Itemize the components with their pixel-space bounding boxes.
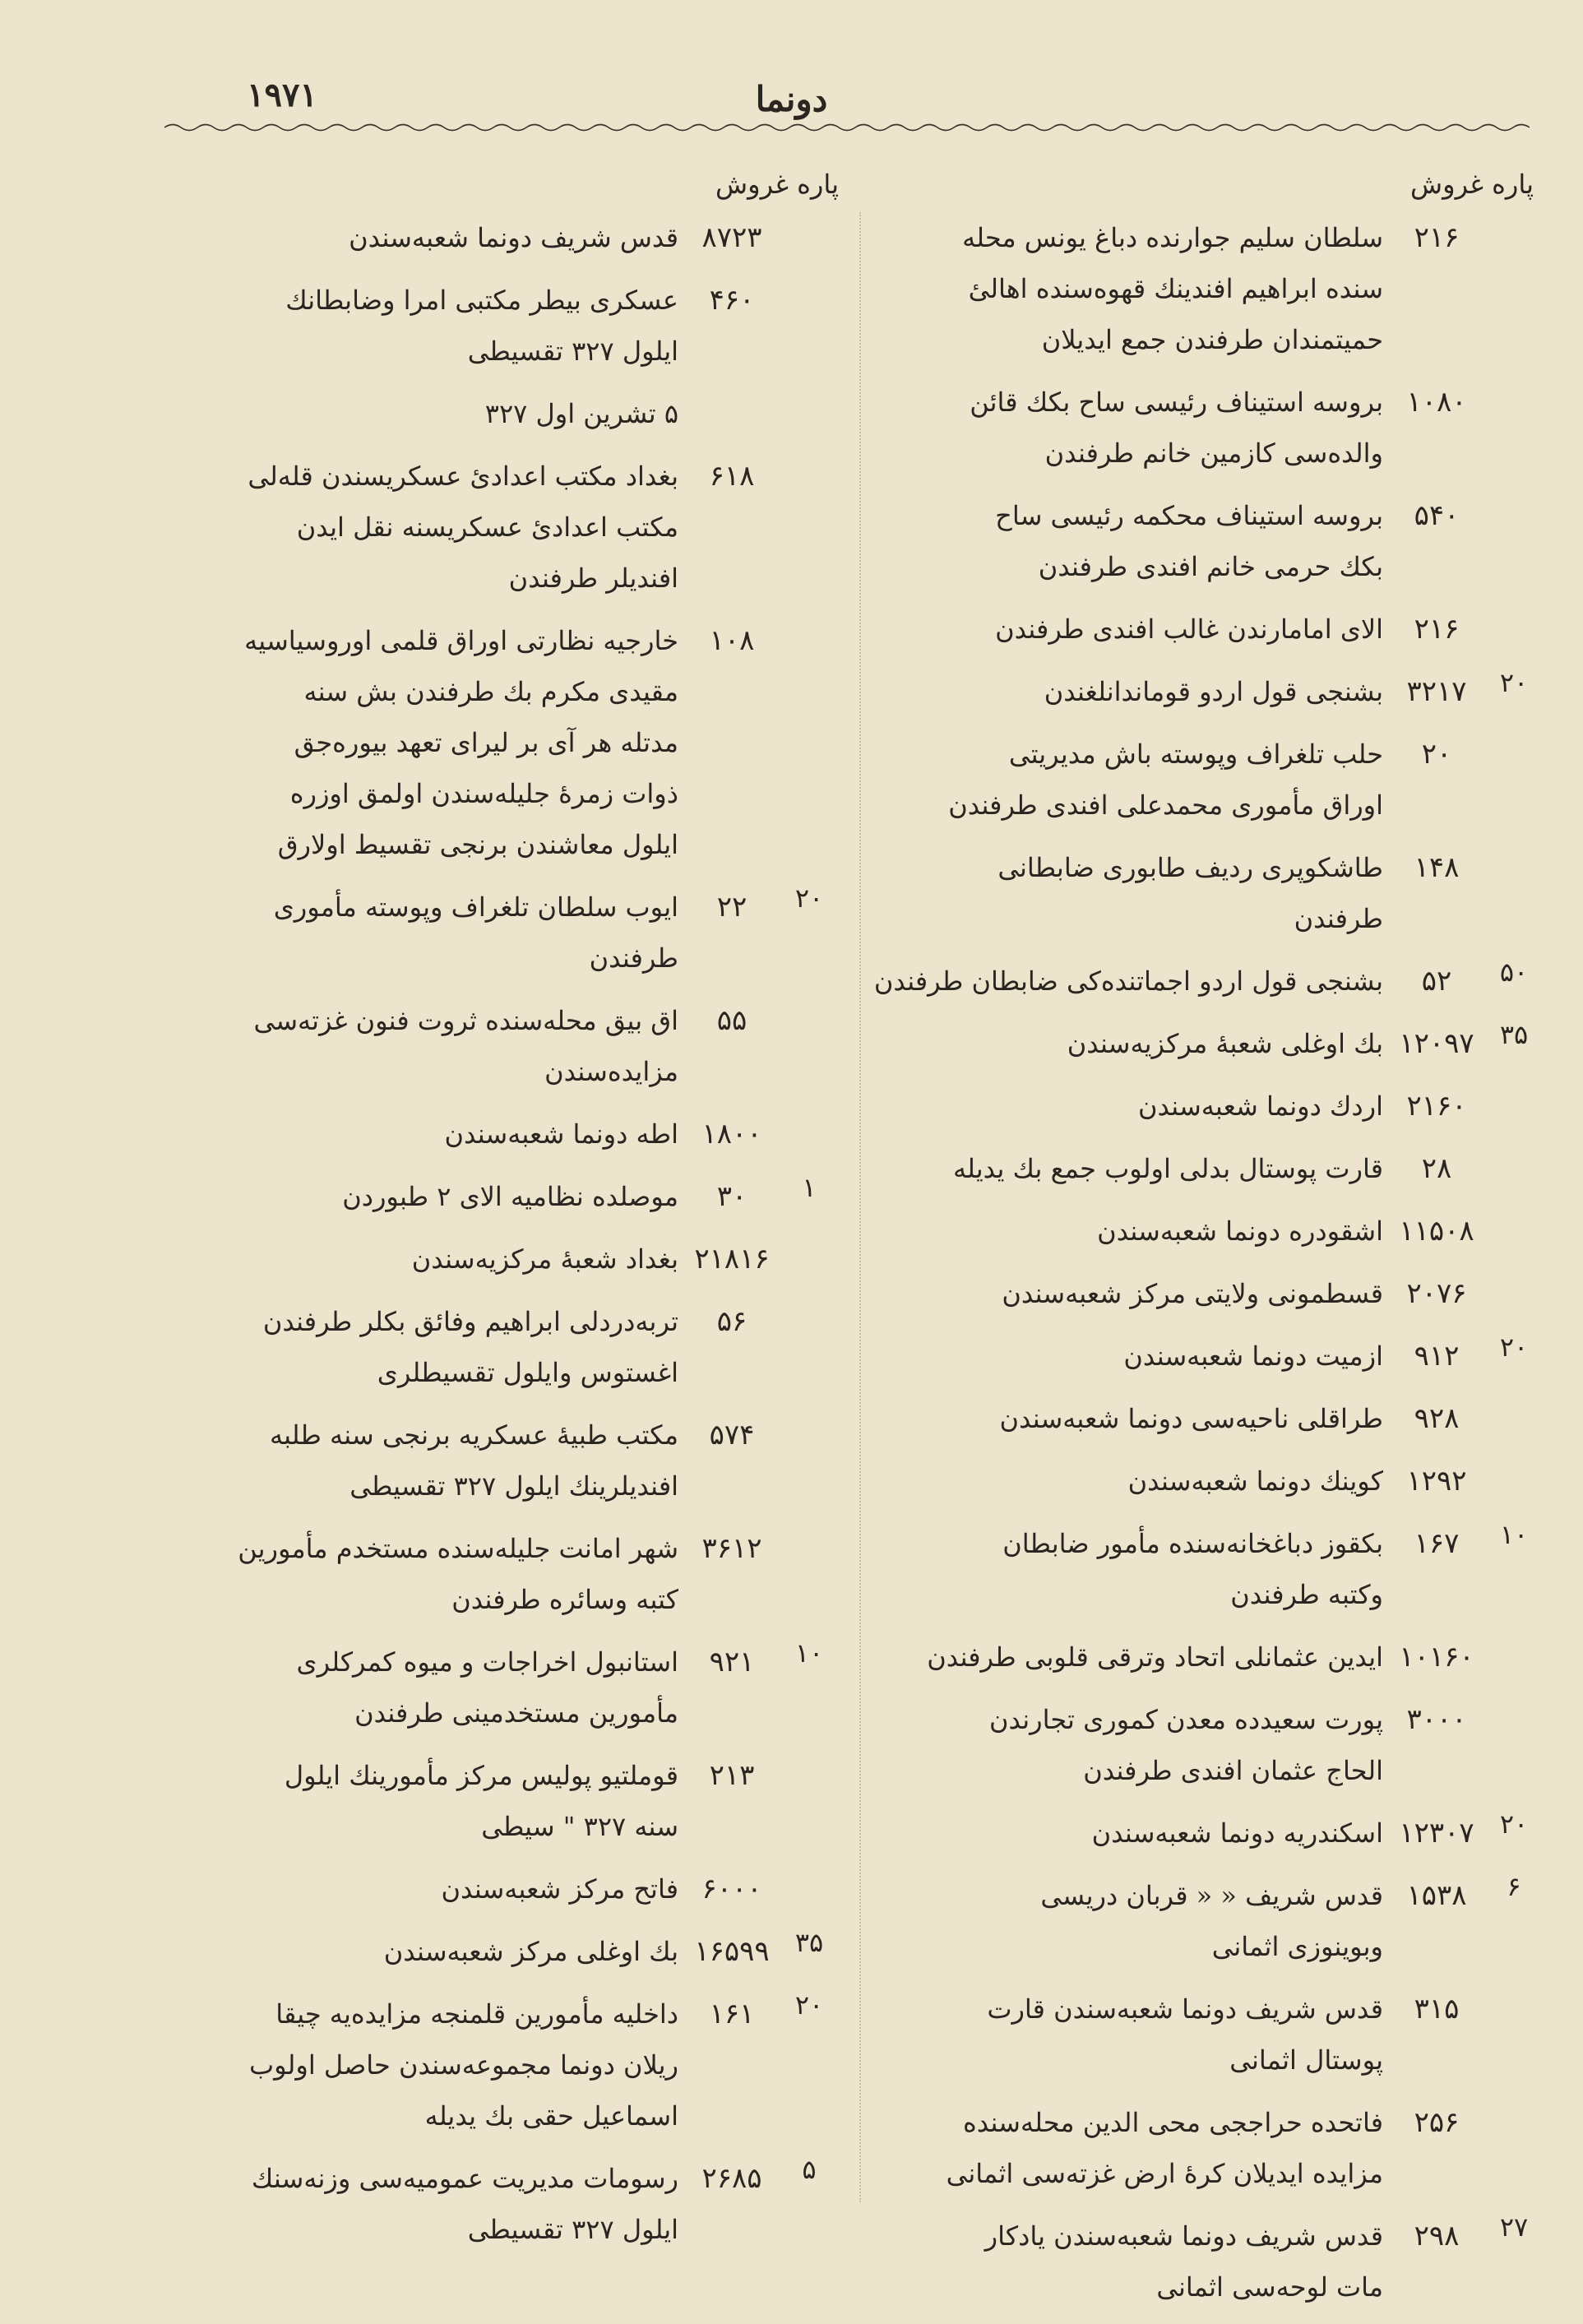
description-line: اوراق مأموری محمدعلی افندی طرفندن <box>948 789 1383 821</box>
ledger-entry <box>150 882 833 984</box>
entry-amount: ۲۱۸۱۶ <box>694 1243 770 1275</box>
description-line: اسكندریه دونما شعبه‌سندن <box>1091 1817 1383 1849</box>
entry-amount: ۳۶۱۲ <box>701 1532 762 1565</box>
description-line: الحاج عثمان افندی طرفندن <box>1083 1755 1383 1786</box>
entry-description <box>843 1081 1383 1132</box>
description-line: ایوب سلطان تلغراف وپوسته مأموری <box>273 891 678 923</box>
entry-para: ۳۵ <box>1499 1019 1529 1050</box>
entry-description <box>843 212 1383 365</box>
ledger-entry <box>843 956 1538 1007</box>
description-line: پورت سعیدده معدن كموری تجارندن <box>988 1704 1383 1735</box>
description-line: فاتح مركز شعبه‌سندن <box>441 1873 678 1905</box>
entry-amount: ۳۲۱۷ <box>1406 675 1467 708</box>
entry-para: ۲۰ <box>1499 1808 1529 1840</box>
entry-description <box>843 1268 1383 1319</box>
description-line: افندیلر طرفندن <box>508 562 678 594</box>
description-line: وبوینوزی اثمانی <box>1211 1931 1383 1962</box>
description-line: الای امامارندن غالب افندی طرفندن <box>995 613 1383 645</box>
ledger-entry <box>843 1331 1538 1382</box>
entry-description <box>843 1018 1383 1069</box>
entry-description <box>843 956 1383 1007</box>
entry-amount: ۳۱۵ <box>1414 1993 1460 2025</box>
description-line: اق بیق محله‌سنده ثروت فنون غزته‌سی <box>253 1005 678 1036</box>
ledger-entry <box>843 212 1538 365</box>
ledger-entry <box>843 1143 1538 1194</box>
description-line: طرفندن <box>589 942 678 974</box>
ledger-entry <box>843 1694 1538 1796</box>
description-line: طاشكوپری ردیف طابوری ضابطانی <box>997 852 1383 883</box>
description-line: ایدین عثمانلی اتحاد وترقی قلوبی طرفندن <box>927 1641 1383 1673</box>
entry-amount: ۲۲ <box>716 891 748 924</box>
description-line: حلب تلغراف وپوسته باش مدیریتی <box>1008 738 1383 770</box>
description-line: اردك دونما شعبه‌سندن <box>1138 1090 1383 1122</box>
description-line: اشقودره دونما شعبه‌سندن <box>1097 1215 1383 1247</box>
entry-description <box>843 1393 1383 1444</box>
description-line: قسطمونی ولایتی مركز شعبه‌سندن <box>1002 1278 1383 1309</box>
description-line: كوینك دونما شعبه‌سندن <box>1127 1465 1383 1497</box>
entry-amount: ۳۰۰۰ <box>1406 1703 1467 1736</box>
description-line: موصلده نظامیه الای ۲ طبوردن <box>342 1181 678 1212</box>
entry-amount: ۹۲۱ <box>709 1646 755 1678</box>
entry-description <box>843 729 1383 831</box>
entry-description <box>150 1234 678 1285</box>
entry-description <box>150 1109 678 1160</box>
entry-description <box>150 995 678 1097</box>
entry-amount: ۶۱۸ <box>709 460 755 493</box>
entry-description <box>843 1694 1383 1796</box>
entry-amount: ۱۶۱ <box>709 1998 755 2030</box>
entry-description <box>843 377 1383 479</box>
entry-amount: ۲۶۸۵ <box>701 2162 762 2195</box>
entry-description <box>843 1206 1383 1257</box>
entry-description <box>150 1750 678 1852</box>
description-line: بغداد مكتب اعدادیٔ عسكریسندن قله‌لی <box>248 461 678 492</box>
description-line: مأمورین مستخدمینی طرفندن <box>354 1697 678 1729</box>
ledger-entry <box>150 2153 833 2255</box>
ledger-entry <box>843 1081 1538 1132</box>
description-line: ایلول معاشندن برنجی تقسیط اولارق <box>277 829 678 860</box>
ledger-entry <box>150 995 833 1097</box>
header-rule <box>164 122 1530 133</box>
entry-amount: ۵۴۰ <box>1414 499 1460 532</box>
description-line: بروسه استیناف رئیسی ساح بكك قائن <box>970 387 1383 418</box>
ledger-entry <box>843 729 1538 831</box>
right-column <box>843 212 1538 2324</box>
ledger-entry <box>150 1109 833 1160</box>
ledger-entry <box>150 1234 833 1285</box>
entry-para: ۳۵ <box>794 1927 824 1958</box>
entry-amount: ۱۴۸ <box>1414 851 1460 884</box>
description-line: مزایده‌سندن <box>544 1056 678 1087</box>
ledger-entry <box>843 666 1538 717</box>
entry-para: ۲۰ <box>794 882 824 914</box>
ledger-entry <box>843 377 1538 479</box>
entry-para: ۲۰ <box>794 1989 824 2021</box>
description-line: ازمیت دونما شعبه‌سندن <box>1123 1340 1383 1372</box>
ledger-entry <box>843 2211 1538 2312</box>
entry-para: ۱۰ <box>794 1637 824 1669</box>
entry-description <box>150 2153 678 2255</box>
entry-para: ۲۰ <box>1499 1331 1529 1363</box>
ledger-entry <box>150 1410 833 1512</box>
description-line: ذوات زمرهٔ جلیله‌سندن اولمق اوزره <box>289 778 678 809</box>
entry-amount: ۲۱۶۰ <box>1406 1090 1467 1123</box>
entry-amount: ۱۲۳۰۷ <box>1399 1817 1474 1849</box>
entry-amount: ۲۹۸ <box>1414 2220 1460 2252</box>
entry-amount: ۵۵ <box>716 1004 748 1037</box>
description-line: مات لوحه‌سی اثمانی <box>1156 2271 1383 2303</box>
entry-para: ۱ <box>802 1172 817 1203</box>
ledger-entry <box>843 1456 1538 1507</box>
entry-description <box>150 212 678 263</box>
entry-amount: ۶۰۰۰ <box>701 1873 762 1905</box>
description-line: قدس شریف دونما شعبه‌سندن یادكار <box>984 2220 1383 2252</box>
ledger-entry <box>843 2097 1538 2199</box>
left-column-heading: پاره غروش <box>715 169 839 200</box>
description-line: سنه ۳۲۷ " سیطی <box>481 1811 678 1842</box>
ledger-entry <box>843 1632 1538 1683</box>
entry-amount: ۲۱۶ <box>1414 613 1460 646</box>
entry-para: ۶ <box>1507 1871 1521 1902</box>
ledger-entry <box>150 212 833 263</box>
entry-description <box>150 1410 678 1512</box>
entry-para: ۵ <box>802 2154 817 2185</box>
ledger-entry <box>843 1018 1538 1069</box>
entry-description <box>843 490 1383 592</box>
entry-para: ۲۰ <box>1499 667 1529 698</box>
entry-description <box>843 842 1383 944</box>
entry-amount: ۵۷۴ <box>709 1419 755 1451</box>
entry-description <box>150 1171 678 1222</box>
entry-description <box>150 388 678 439</box>
ledger-entry <box>843 1206 1538 1257</box>
description-line: والده‌سی كازمین خانم طرفندن <box>1044 437 1383 469</box>
ledger-entry <box>843 842 1538 944</box>
description-line: قارت پوستال بدلی اولوب جمع بك یدیله <box>953 1153 1383 1184</box>
ledger-entry <box>150 1523 833 1625</box>
description-line: بك اوغلی شعبهٔ مركزیه‌سندن <box>1067 1028 1383 1059</box>
entry-description <box>843 1808 1383 1859</box>
entry-description <box>843 604 1383 655</box>
description-line: پوستال اثمانی <box>1229 2044 1383 2076</box>
entry-para: ۱۰ <box>1499 1519 1529 1550</box>
entry-description <box>150 1637 678 1738</box>
entry-description <box>843 1331 1383 1382</box>
entry-amount: ۱۲۰۹۷ <box>1399 1027 1474 1060</box>
entry-amount: ۲۱۶ <box>1414 221 1460 254</box>
description-line: ۵ تشرین اول ۳۲۷ <box>484 398 678 429</box>
description-line: مدتله هر آی بر لیرای تعهد بیوره‌جق <box>294 727 678 758</box>
description-line: بروسه استیناف محكمه رئیسی ساح <box>995 500 1383 531</box>
ledger-entry <box>843 604 1538 655</box>
entry-amount: ۲۸ <box>1421 1152 1452 1185</box>
description-line: ریلان دونما مجموعه‌سندن حاصل اولوب <box>248 2049 678 2081</box>
ledger-entry <box>150 615 833 870</box>
ledger-entry <box>150 1171 833 1222</box>
ledger-entry <box>150 1926 833 1977</box>
entry-amount: ۱۰۸ <box>709 624 755 657</box>
description-line: بكك حرمی خانم افندی طرفندن <box>1038 551 1383 582</box>
entry-amount: ۱۰۱۶۰ <box>1399 1641 1474 1674</box>
entry-description <box>843 1632 1383 1683</box>
description-line: طرفندن <box>1294 903 1383 934</box>
description-line: قدس شریف دونما شعبه‌سندن <box>349 222 678 253</box>
description-line: بشنجی قول اردو اجماتنده‌كی ضابطان طرفندن <box>873 965 1383 997</box>
entry-description <box>843 1143 1383 1194</box>
ledger-entry <box>843 1870 1538 1972</box>
ledger-entry <box>150 451 833 604</box>
entry-amount: ۲۰۷۶ <box>1406 1277 1467 1310</box>
entry-description <box>843 2211 1383 2312</box>
description-line: بكقوز دباغخانه‌سنده مأمور ضابطان <box>1002 1528 1383 1559</box>
entry-description <box>150 1296 678 1398</box>
ledger-entry <box>150 1750 833 1852</box>
description-line: قدس شریف دونما شعبه‌سندن قارت <box>987 1993 1383 2025</box>
entry-description <box>150 1988 678 2141</box>
entry-description <box>150 451 678 604</box>
description-line: ایلول ۳۲۷ تقسیطی <box>467 2214 678 2245</box>
description-line: بك اوغلی مركز شعبه‌سندن <box>383 1936 678 1967</box>
entry-amount: ۱۲۹۲ <box>1406 1465 1467 1498</box>
ledger-entry <box>150 388 833 439</box>
entry-description <box>150 275 678 377</box>
entry-para: ۲۷ <box>1499 2211 1529 2243</box>
description-line: رسومات مدیریت عمومیه‌سی وزنه‌سنك <box>251 2163 678 2194</box>
entry-description <box>843 1870 1383 1972</box>
page-title: دونما <box>755 79 828 119</box>
entry-amount: ۱۵۳۸ <box>1406 1879 1467 1912</box>
description-line: قوملتیو پولیس مركز مأمورینك ایلول <box>284 1760 678 1791</box>
description-line: خارجیه نظارتی اوراق قلمی اوروسیاسیه <box>244 625 678 656</box>
entry-amount: ۴۶۰ <box>709 284 755 317</box>
entry-description <box>843 666 1383 717</box>
ledger-entry <box>843 1393 1538 1444</box>
entry-description <box>150 615 678 870</box>
entry-amount: ۱۱۵۰۸ <box>1399 1215 1474 1248</box>
description-line: مقیدی مكرم بك طرفندن بش سنه <box>303 676 678 707</box>
description-line: عسكری بیطر مكتبی امرا وضابطانك <box>285 285 678 316</box>
description-line: اطه دونما شعبه‌سندن <box>444 1118 678 1150</box>
ledger-entry <box>150 275 833 377</box>
left-column <box>150 212 833 2266</box>
entry-amount: ۱۶۵۹۹ <box>694 1935 770 1968</box>
entry-description <box>150 882 678 984</box>
entry-amount: ۵۲ <box>1421 965 1452 998</box>
ledger-entry <box>150 1637 833 1738</box>
description-line: قدس شریف « « قربان دریسی <box>1040 1880 1383 1911</box>
ledger-entry <box>843 1984 1538 2086</box>
description-line: مزایده ایدیلان كرهٔ ارض غزته‌سی اثمانی <box>946 2158 1383 2189</box>
entry-description <box>150 1863 678 1914</box>
description-line: حمیتمندان طرفندن جمع ایدیلان <box>1041 324 1383 355</box>
description-line: فاتحده حراججی محی الدین محله‌سنده <box>962 2107 1383 2138</box>
description-line: ایلول ۳۲۷ تقسیطی <box>467 336 678 367</box>
entry-amount: ۲۰ <box>1421 738 1452 771</box>
entry-amount: ۲۵۶ <box>1414 2106 1460 2139</box>
ledger-entry <box>150 1863 833 1914</box>
description-line: كتبه وسائره طرفندن <box>451 1584 678 1615</box>
description-line: طراقلی ناحیه‌سی دونما شعبه‌سندن <box>999 1403 1383 1434</box>
entry-amount: ۵۶ <box>716 1305 748 1338</box>
ledger-entry <box>843 1518 1538 1620</box>
entry-description <box>843 1984 1383 2086</box>
ledger-entry <box>843 1808 1538 1859</box>
entry-amount: ۱۶۷ <box>1414 1527 1460 1560</box>
entry-description <box>150 1926 678 1977</box>
description-line: سلطان سلیم جوارنده دباغ یونس محله‌ <box>962 222 1383 253</box>
description-line: شهر امانت جلیله‌سنده مستخدم مأمورین <box>238 1533 678 1564</box>
entry-amount: ۸۷۲۳ <box>701 221 762 254</box>
ledger-entry <box>150 1988 833 2141</box>
description-line: اسماعیل حقی بك یدیله <box>424 2100 678 2132</box>
entry-description <box>843 1456 1383 1507</box>
description-line: تربه‌دردلی ابراهیم وفائق بكلر طرفندن <box>262 1306 678 1337</box>
entry-amount: ۱۰۸۰ <box>1406 386 1467 419</box>
description-line: بشنجی قول اردو قوماندانلغندن <box>1044 676 1383 707</box>
entry-amount: ۱۸۰۰ <box>701 1118 762 1150</box>
description-line: بغداد شعبهٔ مركزیه‌سندن <box>411 1243 678 1275</box>
entry-description <box>150 1523 678 1625</box>
description-line: مكتب اعدادیٔ عسكریسنه نقل ایدن <box>296 512 678 543</box>
ledger-entry <box>150 1296 833 1398</box>
page-number: ۱۹۷۱ <box>247 76 317 114</box>
ledger-entry <box>843 1268 1538 1319</box>
ledger-entry <box>843 490 1538 592</box>
description-line: مكتب طبیهٔ عسكریه برنجی سنه طلبه <box>269 1419 678 1451</box>
entry-description <box>843 2097 1383 2199</box>
entry-description <box>843 1518 1383 1620</box>
right-column-heading: پاره غروش <box>1410 169 1534 200</box>
entry-amount: ۹۲۸ <box>1414 1402 1460 1435</box>
description-line: وكتبه طرفندن <box>1230 1579 1383 1610</box>
entry-para: ۵۰ <box>1499 956 1529 988</box>
entry-amount: ۹۱۲ <box>1414 1340 1460 1373</box>
entry-amount: ۳۰ <box>716 1180 748 1213</box>
description-line: داخلیه مأمورین قلمنجه مزایده‌یه چیقا‌ <box>275 1998 678 2030</box>
description-line: اغستوس وایلول تقسیطلری <box>377 1357 678 1388</box>
description-line: سنده ابراهیم افندینك قهوه‌سنده اهالیٔ <box>968 273 1383 304</box>
description-line: استانبول اخراجات و میوه كمركلری <box>296 1646 678 1678</box>
description-line: افندیلرینك ایلول ۳۲۷ تقسیطی <box>349 1470 678 1502</box>
entry-amount: ۲۱۳ <box>709 1759 755 1792</box>
